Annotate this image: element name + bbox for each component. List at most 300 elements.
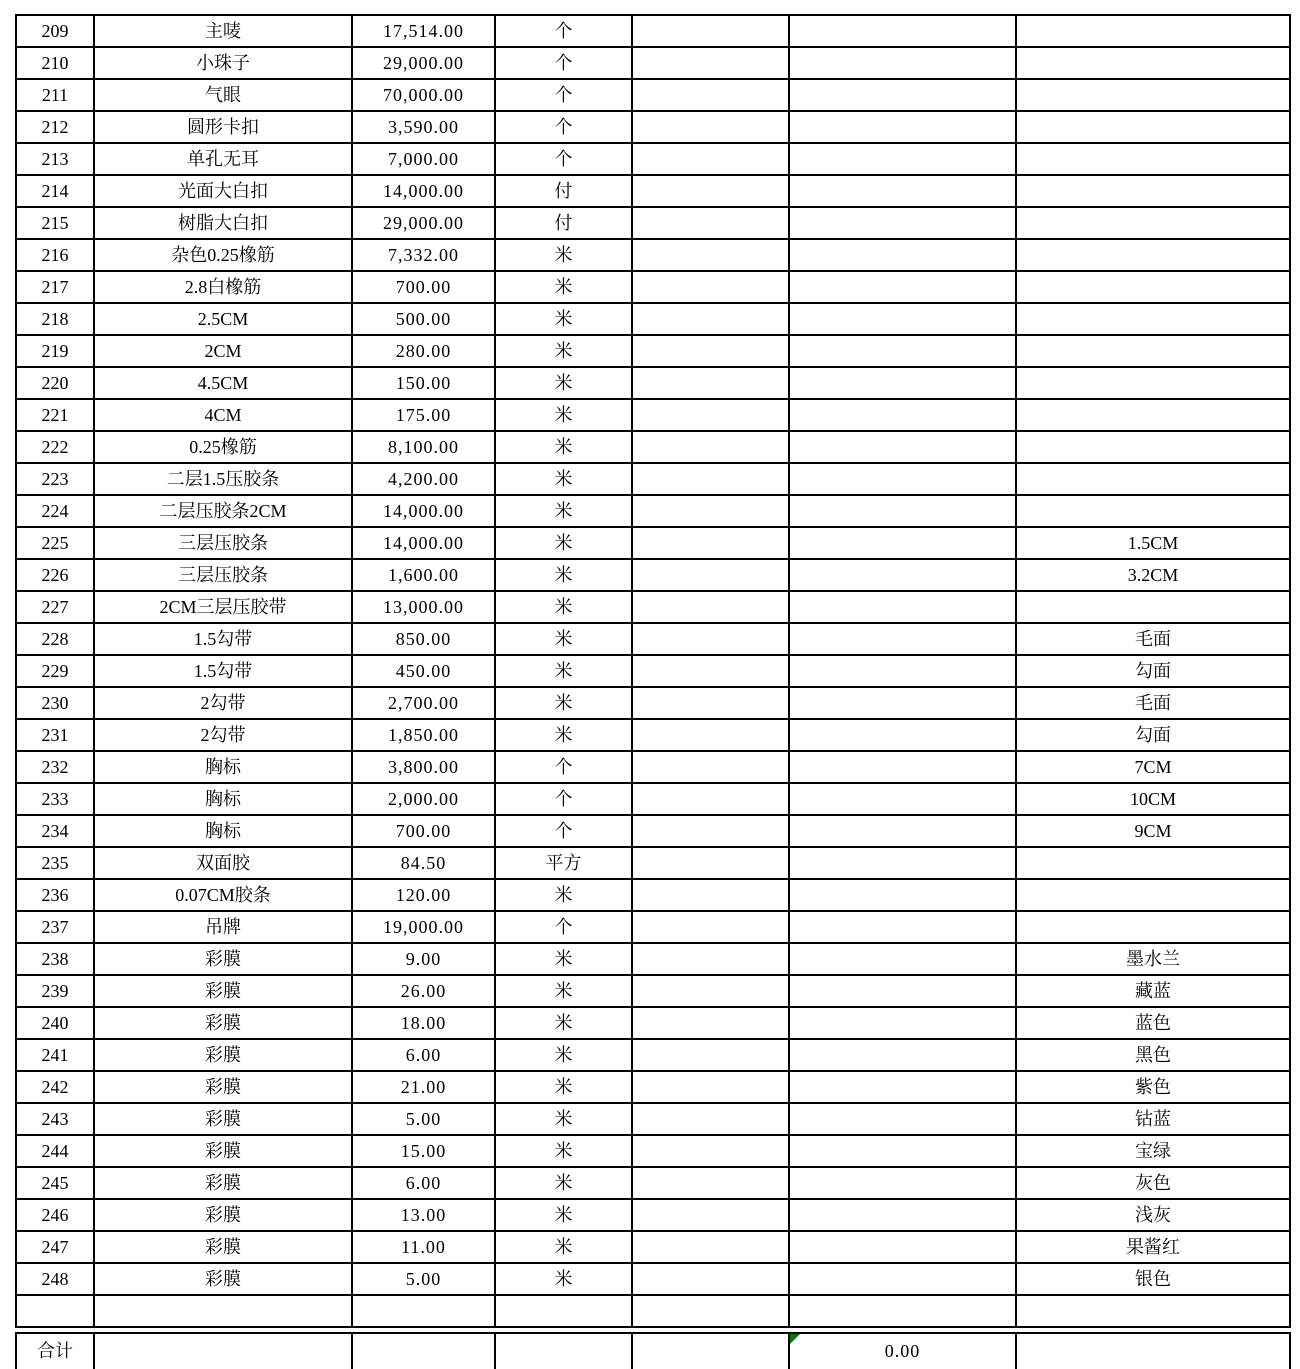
cell-row-number[interactable]: 211 (16, 79, 94, 111)
cell-item-name[interactable]: 彩膜 (94, 1263, 352, 1295)
cell-item-name[interactable]: 2.8白橡筋 (94, 271, 352, 303)
cell-col6[interactable] (789, 655, 1016, 687)
cell-item-name[interactable]: 彩膜 (94, 1103, 352, 1135)
cell-quantity[interactable]: 7,000.00 (352, 143, 495, 175)
cell-unit[interactable]: 米 (495, 431, 632, 463)
cell-col6[interactable] (789, 911, 1016, 943)
cell-unit[interactable]: 米 (495, 943, 632, 975)
cell-quantity[interactable]: 21.00 (352, 1071, 495, 1103)
cell-col6[interactable] (789, 175, 1016, 207)
cell-col5[interactable] (632, 911, 789, 943)
cell-remark[interactable] (1016, 47, 1290, 79)
cell-remark[interactable] (1016, 303, 1290, 335)
cell-remark[interactable] (1016, 911, 1290, 943)
cell-row-number[interactable]: 214 (16, 175, 94, 207)
cell-col6[interactable] (789, 1071, 1016, 1103)
cell-remark[interactable] (1016, 207, 1290, 239)
cell-total-qty[interactable] (352, 1333, 495, 1369)
cell-unit[interactable]: 米 (495, 1135, 632, 1167)
cell-row-number[interactable]: 227 (16, 591, 94, 623)
cell-col5[interactable] (632, 751, 789, 783)
cell-row-number[interactable]: 217 (16, 271, 94, 303)
cell-remark[interactable]: 勾面 (1016, 719, 1290, 751)
cell-quantity[interactable]: 120.00 (352, 879, 495, 911)
cell-col6[interactable] (789, 271, 1016, 303)
cell-col5[interactable] (632, 943, 789, 975)
cell-remark[interactable] (1016, 335, 1290, 367)
cell-item-name[interactable]: 小珠子 (94, 47, 352, 79)
cell-item-name[interactable]: 胸标 (94, 783, 352, 815)
cell-row-number[interactable]: 220 (16, 367, 94, 399)
cell-row-number[interactable]: 236 (16, 879, 94, 911)
cell-row-number[interactable]: 241 (16, 1039, 94, 1071)
cell-quantity[interactable]: 14,000.00 (352, 175, 495, 207)
cell-row-number[interactable]: 230 (16, 687, 94, 719)
cell-row-number[interactable]: 216 (16, 239, 94, 271)
cell-unit[interactable]: 米 (495, 399, 632, 431)
cell-remark[interactable] (1016, 847, 1290, 879)
cell-row-number[interactable]: 237 (16, 911, 94, 943)
cell-remark[interactable]: 紫色 (1016, 1071, 1290, 1103)
cell-remark[interactable] (1016, 271, 1290, 303)
cell-quantity[interactable]: 6.00 (352, 1167, 495, 1199)
cell-col6[interactable] (789, 303, 1016, 335)
cell-col6[interactable] (789, 1007, 1016, 1039)
cell-remark[interactable] (1016, 431, 1290, 463)
cell-col6[interactable] (789, 47, 1016, 79)
cell-col6[interactable] (789, 207, 1016, 239)
cell-item-name[interactable]: 树脂大白扣 (94, 207, 352, 239)
cell-row-number[interactable]: 212 (16, 111, 94, 143)
cell-col5[interactable] (632, 399, 789, 431)
cell-quantity[interactable]: 13.00 (352, 1199, 495, 1231)
cell-row-number[interactable]: 233 (16, 783, 94, 815)
cell-item-name[interactable]: 吊牌 (94, 911, 352, 943)
cell-quantity[interactable]: 8,100.00 (352, 431, 495, 463)
cell-col6[interactable] (789, 1295, 1016, 1327)
cell-quantity[interactable]: 9.00 (352, 943, 495, 975)
cell-total-label[interactable]: 合计 (16, 1333, 94, 1369)
cell-total-remark[interactable] (1016, 1333, 1290, 1369)
table-row (16, 1199, 1290, 1231)
cell-quantity[interactable]: 2,000.00 (352, 783, 495, 815)
cell-remark[interactable]: 银色 (1016, 1263, 1290, 1295)
cell-col5[interactable] (632, 47, 789, 79)
cell-unit[interactable]: 米 (495, 719, 632, 751)
cell-col5[interactable] (632, 591, 789, 623)
cell-quantity[interactable]: 26.00 (352, 975, 495, 1007)
cell-row-number[interactable]: 246 (16, 1199, 94, 1231)
cell-col6[interactable] (789, 1263, 1016, 1295)
cell-unit[interactable]: 米 (495, 687, 632, 719)
cell-col6[interactable] (789, 431, 1016, 463)
cell-unit[interactable]: 米 (495, 559, 632, 591)
cell-remark[interactable] (1016, 879, 1290, 911)
cell-row-number[interactable]: 218 (16, 303, 94, 335)
cell-quantity[interactable]: 3,590.00 (352, 111, 495, 143)
cell-quantity[interactable]: 15.00 (352, 1135, 495, 1167)
cell-quantity[interactable]: 1,850.00 (352, 719, 495, 751)
cell-col5[interactable] (632, 687, 789, 719)
cell-col5[interactable] (632, 143, 789, 175)
cell-unit[interactable]: 米 (495, 1039, 632, 1071)
cell-row-number[interactable]: 247 (16, 1231, 94, 1263)
cell-item-name[interactable]: 单孔无耳 (94, 143, 352, 175)
cell-unit[interactable]: 米 (495, 1103, 632, 1135)
cell-item-name[interactable]: 彩膜 (94, 943, 352, 975)
cell-quantity[interactable]: 280.00 (352, 335, 495, 367)
cell-quantity[interactable]: 450.00 (352, 655, 495, 687)
cell-row-number[interactable]: 221 (16, 399, 94, 431)
cell-remark[interactable]: 毛面 (1016, 687, 1290, 719)
cell-col5[interactable] (632, 1103, 789, 1135)
cell-remark[interactable]: 宝绿 (1016, 1135, 1290, 1167)
table-row (16, 143, 1290, 175)
cell-col5[interactable] (632, 1135, 789, 1167)
cell-remark[interactable] (1016, 591, 1290, 623)
cell-col5[interactable] (632, 1007, 789, 1039)
cell-remark[interactable] (1016, 239, 1290, 271)
cell-remark[interactable]: 浅灰 (1016, 1199, 1290, 1231)
cell-col5[interactable] (632, 303, 789, 335)
cell-quantity[interactable]: 14,000.00 (352, 527, 495, 559)
cell-item-name[interactable]: 气眼 (94, 79, 352, 111)
cell-quantity[interactable]: 18.00 (352, 1007, 495, 1039)
cell-item-name[interactable]: 彩膜 (94, 1007, 352, 1039)
cell-item-name[interactable]: 彩膜 (94, 1231, 352, 1263)
cell-row-number[interactable]: 210 (16, 47, 94, 79)
cell-unit[interactable]: 米 (495, 367, 632, 399)
cell-item-name[interactable]: 1.5勾带 (94, 623, 352, 655)
cell-col5[interactable] (632, 239, 789, 271)
cell-row-number[interactable]: 213 (16, 143, 94, 175)
cell-col6[interactable] (789, 719, 1016, 751)
cell-col6[interactable] (789, 143, 1016, 175)
cell-col5[interactable] (632, 559, 789, 591)
cell-col5[interactable] (632, 1071, 789, 1103)
cell-col6[interactable] (789, 111, 1016, 143)
cell-item-name[interactable]: 彩膜 (94, 975, 352, 1007)
cell-col5[interactable] (632, 527, 789, 559)
cell-col6[interactable] (789, 79, 1016, 111)
cell-quantity[interactable]: 175.00 (352, 399, 495, 431)
cell-col5[interactable] (632, 463, 789, 495)
cell-unit[interactable]: 米 (495, 239, 632, 271)
cell-unit[interactable]: 米 (495, 879, 632, 911)
cell-col6[interactable] (789, 879, 1016, 911)
cell-col5[interactable] (632, 431, 789, 463)
cell-unit[interactable]: 米 (495, 335, 632, 367)
cell-item-name[interactable]: 彩膜 (94, 1071, 352, 1103)
cell-remark[interactable] (1016, 15, 1290, 47)
cell-item-name[interactable]: 彩膜 (94, 1167, 352, 1199)
cell-col6[interactable] (789, 1167, 1016, 1199)
cell-row-number[interactable]: 240 (16, 1007, 94, 1039)
cell-row-number[interactable]: 222 (16, 431, 94, 463)
cell-col6[interactable] (789, 783, 1016, 815)
cell-col6[interactable] (789, 751, 1016, 783)
cell-col6[interactable] (789, 527, 1016, 559)
cell-unit[interactable]: 付 (495, 175, 632, 207)
cell-col5[interactable] (632, 719, 789, 751)
cell-remark[interactable]: 7CM (1016, 751, 1290, 783)
cell-row-number[interactable]: 224 (16, 495, 94, 527)
cell-unit[interactable]: 米 (495, 495, 632, 527)
cell-col5[interactable] (632, 15, 789, 47)
cell-row-number[interactable]: 235 (16, 847, 94, 879)
cell-quantity[interactable]: 3,800.00 (352, 751, 495, 783)
cell-col6[interactable] (789, 495, 1016, 527)
cell-remark[interactable] (1016, 1295, 1290, 1327)
cell-row-number[interactable]: 228 (16, 623, 94, 655)
cell-col5[interactable] (632, 783, 789, 815)
cell-col6[interactable] (789, 687, 1016, 719)
cell-remark[interactable] (1016, 111, 1290, 143)
cell-col5[interactable] (632, 1295, 789, 1327)
cell-row-number[interactable]: 219 (16, 335, 94, 367)
cell-col6[interactable] (789, 1135, 1016, 1167)
cell-row-number[interactable]: 225 (16, 527, 94, 559)
table-row (16, 975, 1290, 1007)
cell-col6[interactable] (789, 335, 1016, 367)
cell-quantity[interactable]: 1,600.00 (352, 559, 495, 591)
cell-col6[interactable] (789, 559, 1016, 591)
cell-row-number[interactable]: 248 (16, 1263, 94, 1295)
cell-item-name[interactable] (94, 1295, 352, 1327)
cell-col5[interactable] (632, 335, 789, 367)
cell-remark[interactable] (1016, 367, 1290, 399)
cell-col6[interactable] (789, 399, 1016, 431)
cell-item-name[interactable]: 彩膜 (94, 1039, 352, 1071)
cell-row-number[interactable]: 223 (16, 463, 94, 495)
cell-unit[interactable]: 个 (495, 111, 632, 143)
cell-item-name[interactable]: 圆形卡扣 (94, 111, 352, 143)
cell-row-number[interactable]: 232 (16, 751, 94, 783)
cell-quantity[interactable]: 84.50 (352, 847, 495, 879)
cell-item-name[interactable]: 三层压胶条 (94, 527, 352, 559)
cell-col6[interactable] (789, 1231, 1016, 1263)
cell-col5[interactable] (632, 79, 789, 111)
cell-item-name[interactable]: 三层压胶条 (94, 559, 352, 591)
cell-unit[interactable]: 米 (495, 591, 632, 623)
cell-quantity[interactable]: 14,000.00 (352, 495, 495, 527)
table-row (16, 271, 1290, 303)
cell-quantity[interactable]: 5.00 (352, 1263, 495, 1295)
cell-total-name[interactable] (94, 1333, 352, 1369)
cell-col6[interactable] (789, 847, 1016, 879)
cell-col5[interactable] (632, 175, 789, 207)
cell-unit[interactable]: 米 (495, 623, 632, 655)
table-row (16, 111, 1290, 143)
cell-row-number[interactable]: 231 (16, 719, 94, 751)
cell-item-name[interactable]: 彩膜 (94, 1199, 352, 1231)
cell-quantity[interactable]: 150.00 (352, 367, 495, 399)
cell-col6[interactable] (789, 1039, 1016, 1071)
cell-col5[interactable] (632, 975, 789, 1007)
cell-col5[interactable] (632, 847, 789, 879)
cell-remark[interactable]: 黑色 (1016, 1039, 1290, 1071)
cell-quantity[interactable]: 29,000.00 (352, 207, 495, 239)
cell-remark[interactable] (1016, 143, 1290, 175)
cell-quantity[interactable]: 850.00 (352, 623, 495, 655)
cell-col6[interactable] (789, 943, 1016, 975)
cell-remark[interactable]: 灰色 (1016, 1167, 1290, 1199)
cell-item-name[interactable]: 2.5CM (94, 303, 352, 335)
cell-unit[interactable]: 米 (495, 1007, 632, 1039)
cell-unit[interactable]: 米 (495, 1199, 632, 1231)
cell-item-name[interactable]: 胸标 (94, 815, 352, 847)
cell-unit[interactable]: 米 (495, 975, 632, 1007)
cell-item-name[interactable]: 4.5CM (94, 367, 352, 399)
cell-col5[interactable] (632, 495, 789, 527)
cell-unit[interactable]: 个 (495, 79, 632, 111)
cell-unit[interactable]: 个 (495, 15, 632, 47)
cell-remark[interactable]: 墨水兰 (1016, 943, 1290, 975)
cell-quantity[interactable]: 13,000.00 (352, 591, 495, 623)
cell-row-number[interactable]: 215 (16, 207, 94, 239)
cell-quantity[interactable]: 700.00 (352, 271, 495, 303)
cell-row-number[interactable]: 239 (16, 975, 94, 1007)
cell-total-unit[interactable] (495, 1333, 632, 1369)
cell-col6[interactable] (789, 1103, 1016, 1135)
cell-col6[interactable] (789, 15, 1016, 47)
table-row (16, 847, 1290, 879)
cell-quantity[interactable]: 6.00 (352, 1039, 495, 1071)
cell-row-number[interactable]: 226 (16, 559, 94, 591)
cell-unit[interactable]: 个 (495, 911, 632, 943)
cell-unit[interactable]: 米 (495, 463, 632, 495)
cell-item-name[interactable]: 光面大白扣 (94, 175, 352, 207)
cell-col5[interactable] (632, 1231, 789, 1263)
cell-unit[interactable]: 米 (495, 1167, 632, 1199)
cell-unit[interactable]: 个 (495, 143, 632, 175)
cell-unit[interactable]: 米 (495, 1231, 632, 1263)
cell-remark[interactable]: 勾面 (1016, 655, 1290, 687)
cell-unit[interactable]: 个 (495, 47, 632, 79)
cell-remark[interactable]: 3.2CM (1016, 559, 1290, 591)
cell-unit[interactable]: 米 (495, 303, 632, 335)
cell-quantity[interactable]: 700.00 (352, 815, 495, 847)
cell-remark[interactable]: 藏蓝 (1016, 975, 1290, 1007)
cell-row-number[interactable]: 234 (16, 815, 94, 847)
cell-quantity[interactable]: 2,700.00 (352, 687, 495, 719)
cell-quantity[interactable]: 4,200.00 (352, 463, 495, 495)
cell-item-name[interactable]: 2勾带 (94, 687, 352, 719)
cell-item-name[interactable]: 2CM (94, 335, 352, 367)
cell-item-name[interactable]: 2CM三层压胶带 (94, 591, 352, 623)
cell-row-number[interactable]: 229 (16, 655, 94, 687)
cell-item-name[interactable]: 双面胶 (94, 847, 352, 879)
cell-unit[interactable] (495, 1295, 632, 1327)
cell-remark[interactable]: 9CM (1016, 815, 1290, 847)
cell-remark[interactable]: 果酱红 (1016, 1231, 1290, 1263)
cell-row-number[interactable]: 245 (16, 1167, 94, 1199)
cell-col6[interactable] (789, 815, 1016, 847)
cell-col5[interactable] (632, 271, 789, 303)
cell-col6[interactable] (789, 623, 1016, 655)
cell-quantity[interactable]: 500.00 (352, 303, 495, 335)
cell-unit[interactable]: 付 (495, 207, 632, 239)
cell-col6[interactable] (789, 463, 1016, 495)
cell-item-name[interactable]: 1.5勾带 (94, 655, 352, 687)
cell-row-number[interactable]: 238 (16, 943, 94, 975)
cell-total-amount[interactable] (789, 1333, 1016, 1369)
cell-col5[interactable] (632, 655, 789, 687)
cell-col5[interactable] (632, 1199, 789, 1231)
cell-col5[interactable] (632, 1039, 789, 1071)
cell-quantity[interactable]: 70,000.00 (352, 79, 495, 111)
cell-total-col5[interactable] (632, 1333, 789, 1369)
cell-col6[interactable] (789, 1199, 1016, 1231)
cell-unit[interactable]: 个 (495, 783, 632, 815)
cell-remark[interactable] (1016, 79, 1290, 111)
cell-remark[interactable]: 毛面 (1016, 623, 1290, 655)
cell-col5[interactable] (632, 815, 789, 847)
cell-unit[interactable]: 平方 (495, 847, 632, 879)
cell-quantity[interactable]: 19,000.00 (352, 911, 495, 943)
cell-quantity[interactable]: 29,000.00 (352, 47, 495, 79)
cell-col5[interactable] (632, 879, 789, 911)
cell-item-name[interactable]: 二层1.5压胶条 (94, 463, 352, 495)
cell-col6[interactable] (789, 239, 1016, 271)
cell-quantity[interactable]: 17,514.00 (352, 15, 495, 47)
cell-unit[interactable]: 米 (495, 271, 632, 303)
cell-quantity[interactable] (352, 1295, 495, 1327)
cell-remark[interactable] (1016, 175, 1290, 207)
cell-col5[interactable] (632, 367, 789, 399)
cell-col5[interactable] (632, 207, 789, 239)
cell-item-name[interactable]: 2勾带 (94, 719, 352, 751)
cell-remark[interactable]: 钴蓝 (1016, 1103, 1290, 1135)
cell-remark[interactable]: 10CM (1016, 783, 1290, 815)
cell-quantity[interactable]: 11.00 (352, 1231, 495, 1263)
cell-col5[interactable] (632, 1167, 789, 1199)
cell-item-name[interactable]: 彩膜 (94, 1135, 352, 1167)
cell-row-number[interactable] (16, 1295, 94, 1327)
cell-unit[interactable]: 米 (495, 1263, 632, 1295)
cell-unit[interactable]: 米 (495, 527, 632, 559)
cell-quantity[interactable]: 7,332.00 (352, 239, 495, 271)
cell-remark[interactable]: 1.5CM (1016, 527, 1290, 559)
cell-item-name[interactable]: 4CM (94, 399, 352, 431)
cell-col6[interactable] (789, 591, 1016, 623)
cell-item-name[interactable]: 杂色0.25橡筋 (94, 239, 352, 271)
cell-quantity[interactable]: 5.00 (352, 1103, 495, 1135)
cell-col5[interactable] (632, 1263, 789, 1295)
cell-unit[interactable]: 个 (495, 815, 632, 847)
cell-unit[interactable]: 米 (495, 1071, 632, 1103)
cell-item-name[interactable]: 0.25橡筋 (94, 431, 352, 463)
cell-col5[interactable] (632, 623, 789, 655)
cell-col6[interactable] (789, 975, 1016, 1007)
cell-item-name[interactable]: 二层压胶条2CM (94, 495, 352, 527)
cell-row-number[interactable]: 243 (16, 1103, 94, 1135)
cell-remark[interactable] (1016, 495, 1290, 527)
cell-item-name[interactable]: 主唛 (94, 15, 352, 47)
cell-remark[interactable]: 蓝色 (1016, 1007, 1290, 1039)
cell-item-name[interactable]: 0.07CM胶条 (94, 879, 352, 911)
cell-row-number[interactable]: 242 (16, 1071, 94, 1103)
cell-col6[interactable] (789, 367, 1016, 399)
cell-col5[interactable] (632, 111, 789, 143)
cell-row-number[interactable]: 209 (16, 15, 94, 47)
cell-remark[interactable] (1016, 463, 1290, 495)
cell-unit[interactable]: 米 (495, 655, 632, 687)
cell-unit[interactable]: 个 (495, 751, 632, 783)
cell-item-name[interactable]: 胸标 (94, 751, 352, 783)
cell-row-number[interactable]: 244 (16, 1135, 94, 1167)
cell-remark[interactable] (1016, 399, 1290, 431)
